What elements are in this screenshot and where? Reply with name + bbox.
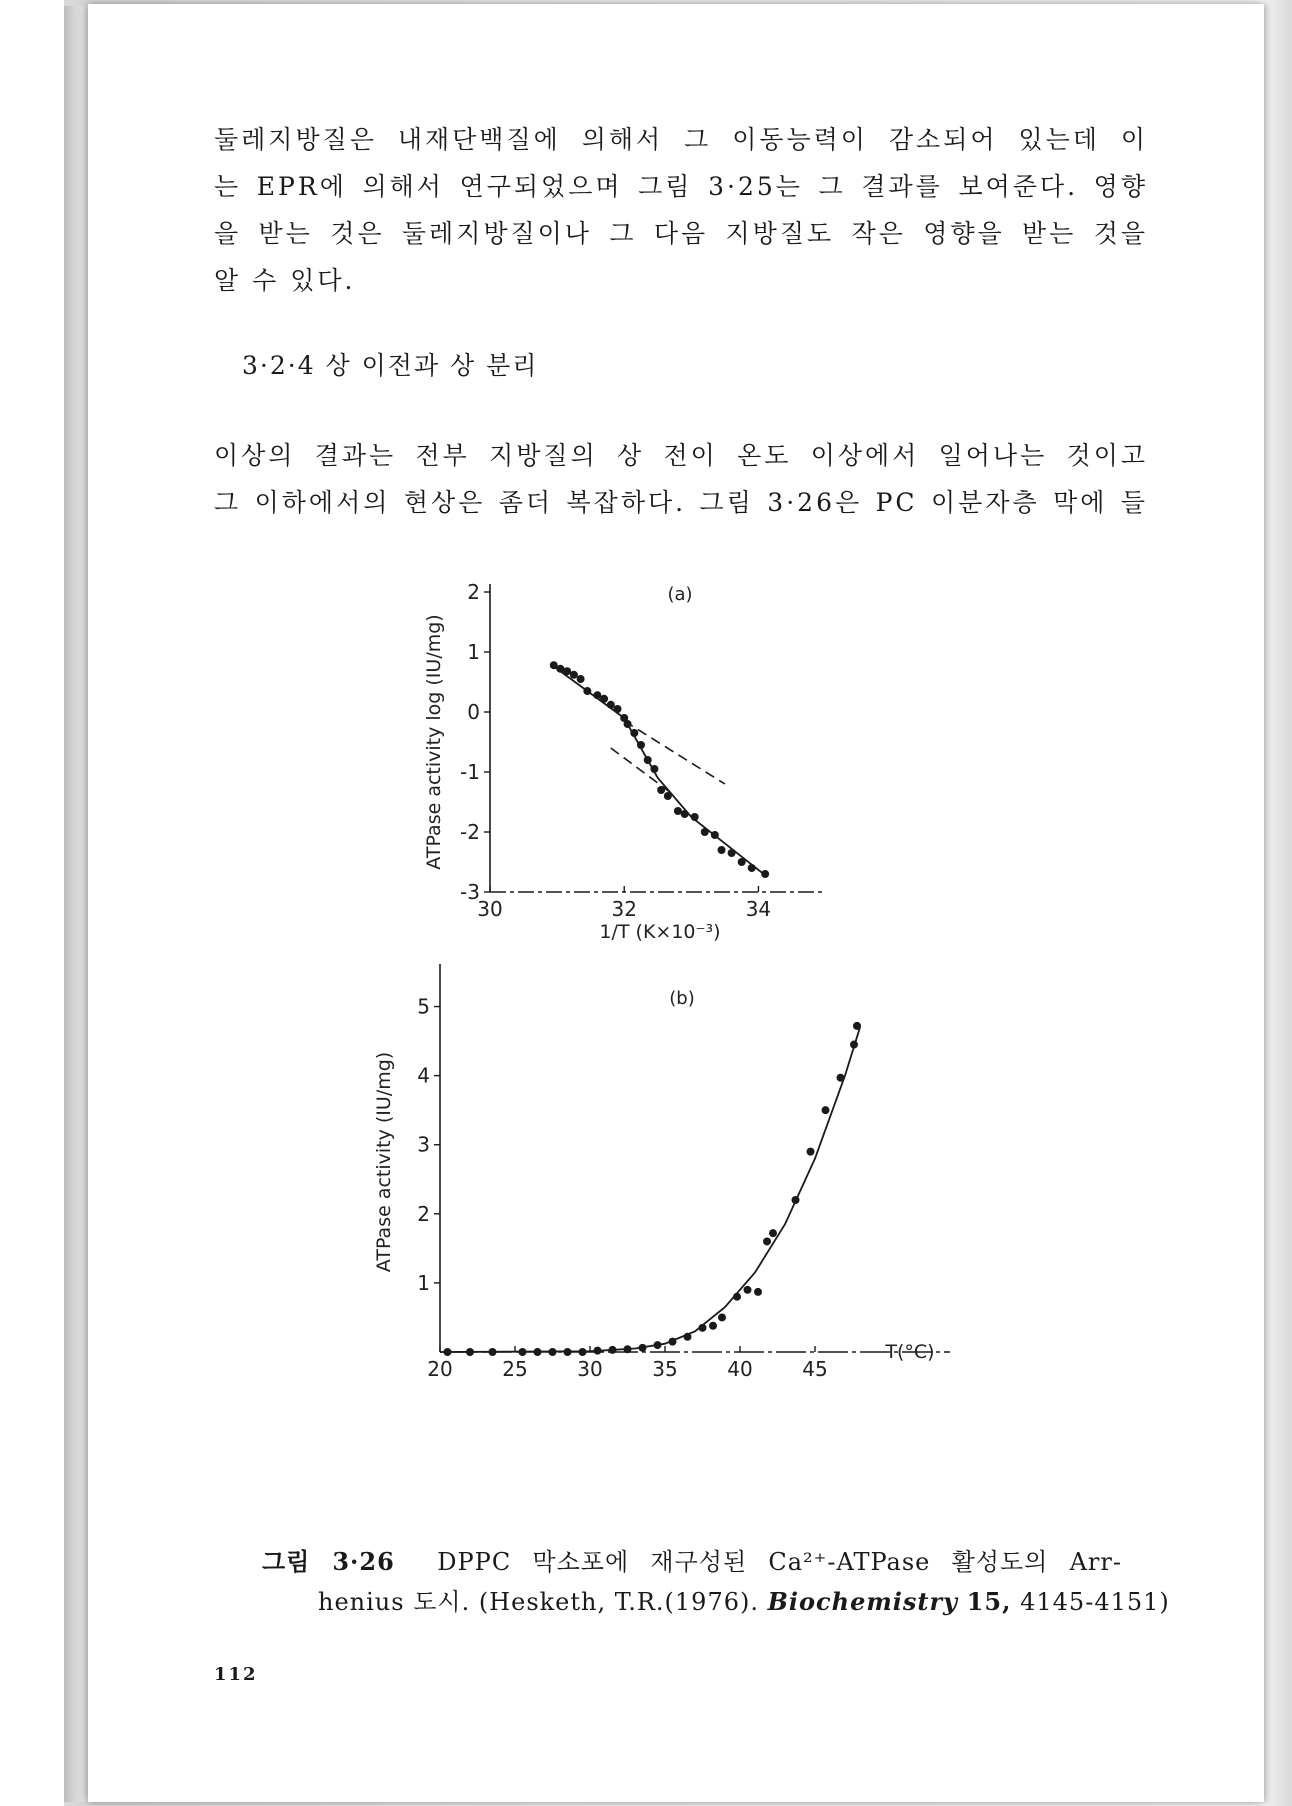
data-point bbox=[577, 675, 585, 683]
data-point bbox=[738, 858, 746, 866]
data-point bbox=[754, 1288, 762, 1296]
x-tick-label: 45 bbox=[802, 1357, 828, 1381]
data-point bbox=[564, 1348, 572, 1356]
caption-text-1: DPPC 막소포에 재구성된 Ca²⁺-ATPase 활성도의 Arr- bbox=[437, 1548, 1122, 1576]
data-point bbox=[444, 1348, 452, 1356]
y-tick-label: 0 bbox=[467, 700, 480, 724]
y-axis-label: ATPase activity (IU/mg) bbox=[373, 1051, 395, 1273]
figure-3-26 bbox=[373, 570, 1000, 1530]
data-point bbox=[519, 1348, 527, 1356]
data-point bbox=[664, 792, 672, 800]
data-point bbox=[728, 849, 736, 857]
data-point bbox=[681, 810, 689, 818]
data-point bbox=[684, 1333, 692, 1341]
data-point bbox=[630, 729, 638, 737]
caption-text-2: henius 도시. (Hesketh, T.R.(1976). bbox=[318, 1588, 768, 1616]
data-point bbox=[657, 786, 665, 794]
data-point bbox=[699, 1324, 707, 1332]
chart-panel-b bbox=[373, 964, 950, 1381]
y-tick-label: 3 bbox=[417, 1132, 430, 1157]
data-point bbox=[609, 1346, 617, 1354]
paragraph-1-line: 는 EPR에 의해서 연구되었으며 그림 3·25는 그 결과를 보여준다. 영향 bbox=[214, 172, 1148, 201]
data-point bbox=[853, 1022, 861, 1030]
data-point bbox=[711, 831, 719, 839]
y-tick-label: -3 bbox=[460, 880, 480, 904]
data-point bbox=[614, 705, 622, 713]
paragraph-1-line: 알 수 있다. bbox=[214, 266, 356, 295]
data-point bbox=[691, 813, 699, 821]
x-tick-label: 20 bbox=[427, 1357, 453, 1381]
data-point bbox=[570, 671, 578, 679]
data-point bbox=[624, 1345, 632, 1353]
data-point bbox=[650, 765, 658, 773]
y-tick-label: 4 bbox=[417, 1063, 430, 1088]
data-point bbox=[733, 1293, 741, 1301]
data-point bbox=[624, 720, 632, 728]
y-tick-label: 1 bbox=[467, 640, 480, 664]
data-point bbox=[644, 756, 652, 764]
y-tick-label: 2 bbox=[417, 1201, 430, 1226]
data-point bbox=[579, 1348, 587, 1356]
data-point bbox=[654, 1341, 662, 1349]
page-right-edge bbox=[1264, 0, 1292, 1806]
x-tick-label: 30 bbox=[577, 1357, 603, 1381]
x-tick-label: 32 bbox=[611, 897, 637, 921]
data-point bbox=[637, 741, 645, 749]
caption-volume: 15, bbox=[966, 1587, 1012, 1616]
x-axis-label: T(°C) bbox=[885, 1341, 935, 1363]
data-point bbox=[807, 1148, 815, 1156]
dashed-reference-line bbox=[624, 721, 725, 784]
data-point bbox=[748, 864, 756, 872]
data-point bbox=[761, 870, 769, 878]
caption-journal: Biochemistry bbox=[767, 1587, 959, 1616]
x-tick-label: 35 bbox=[652, 1357, 678, 1381]
paragraph-1-line: 둘레지방질은 내재단백질에 의해서 그 이동능력이 감소되어 있는데 이 bbox=[214, 125, 1148, 154]
caption-line-2 bbox=[262, 1582, 1170, 1622]
data-point bbox=[600, 695, 608, 703]
x-tick-label: 34 bbox=[745, 897, 772, 921]
data-point bbox=[718, 846, 726, 854]
figure-caption bbox=[262, 1542, 1170, 1622]
data-point bbox=[639, 1344, 647, 1352]
data-point bbox=[607, 701, 615, 709]
data-point bbox=[594, 1347, 602, 1355]
data-point bbox=[744, 1286, 752, 1294]
paragraph-2-line: 이상의 결과는 전부 지방질의 상 전이 온도 이상에서 일어나는 것이고 bbox=[214, 441, 1148, 470]
data-point bbox=[763, 1237, 771, 1245]
data-point bbox=[489, 1348, 497, 1356]
data-point bbox=[583, 687, 591, 695]
caption-pages: 4145-4151) bbox=[1020, 1588, 1170, 1616]
y-tick-label: 1 bbox=[417, 1270, 430, 1295]
page-number: 112 bbox=[214, 1664, 258, 1685]
paragraph-1-line: 을 받는 것은 둘레지방질이나 그 다음 지방질도 작은 영향을 받는 것을 bbox=[214, 219, 1148, 248]
data-point bbox=[769, 1229, 777, 1237]
data-point bbox=[718, 1313, 726, 1321]
x-tick-label: 25 bbox=[502, 1357, 528, 1381]
data-point bbox=[669, 1338, 677, 1346]
data-point bbox=[837, 1074, 845, 1082]
y-tick-label: -1 bbox=[460, 760, 480, 784]
y-axis-label: ATPase activity log (IU/mg) bbox=[423, 614, 445, 870]
y-tick-label: -2 bbox=[460, 820, 480, 844]
caption-label: 그림 3·26 bbox=[262, 1547, 395, 1576]
data-point bbox=[549, 1348, 557, 1356]
chart-panel-a bbox=[423, 580, 822, 943]
paragraph-2-line: 그 이하에서의 현상은 좀더 복잡하다. 그림 3·26은 PC 이분자층 막에 들 bbox=[214, 488, 1148, 517]
panel-label: (a) bbox=[667, 584, 693, 605]
y-tick-label: 5 bbox=[417, 994, 430, 1019]
paragraph-1 bbox=[214, 116, 1148, 304]
x-axis-label: 1/T (K×10⁻³) bbox=[599, 921, 721, 943]
data-point bbox=[701, 828, 709, 836]
fit-curve bbox=[440, 1027, 860, 1352]
data-point bbox=[822, 1106, 830, 1114]
x-tick-label: 40 bbox=[727, 1357, 753, 1381]
data-point bbox=[792, 1196, 800, 1204]
data-point bbox=[534, 1348, 542, 1356]
data-point bbox=[850, 1041, 858, 1049]
data-point bbox=[709, 1322, 717, 1330]
data-point bbox=[466, 1348, 474, 1356]
x-tick-label: 30 bbox=[477, 897, 503, 921]
section-heading: 3·2·4 상 이전과 상 분리 bbox=[242, 351, 539, 380]
paragraph-2 bbox=[214, 432, 1148, 526]
caption-line-1 bbox=[262, 1542, 1122, 1582]
panel-label: (b) bbox=[669, 988, 695, 1009]
y-tick-label: 2 bbox=[467, 580, 480, 604]
